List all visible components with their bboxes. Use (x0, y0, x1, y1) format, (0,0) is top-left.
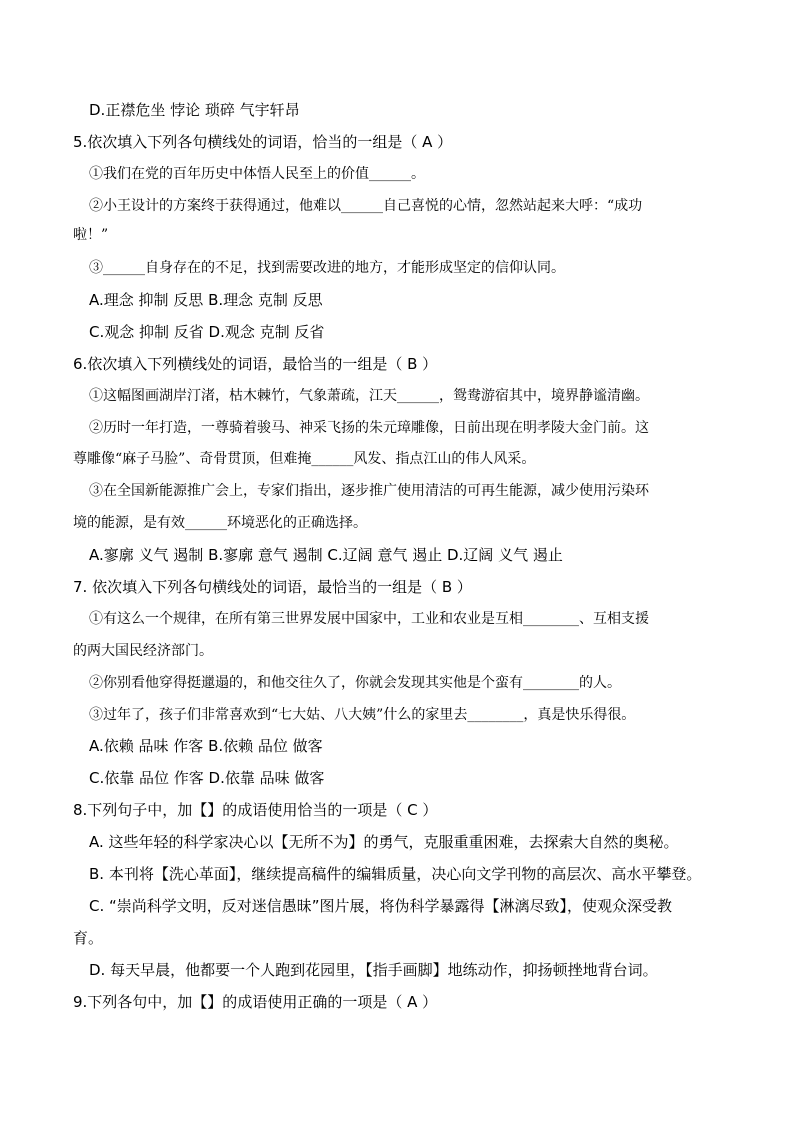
option-line: A.寥廓 义气 遏制 B.寥廓 意气 遏制 C.辽阔 意气 遏止 D.辽阔 义气 遏止 (89, 546, 563, 564)
option-line: A. 这些年轻的科学家决心以【无所不为】的勇气，克服重重困难，去探索大自然的奥秘。 (89, 833, 679, 851)
option-line: D. 每天早晨，他都要一个人跑到花园里，【指手画脚】地练动作，抑扬顿挫地背台词。 (89, 961, 658, 979)
sentence-line: ③在全国新能源推广会上，专家们指出，逐步推广使用清洁的可再生能源，减少使用污染环 (89, 483, 649, 499)
sentence-line: ①有这么一个规律，在所有第三世界发展中国家中，工业和农业是互相________、互相支援 (89, 611, 649, 627)
option-line: C.依靠 品位 作客 D.依靠 品味 做客 (89, 769, 325, 787)
sentence-line: 啦！” (73, 227, 109, 243)
option-line: C.观念 抑制 反省 D.观念 克制 反省 (89, 323, 325, 341)
question-8-stem: 8.下列句子中，加【】的成语使用恰当的一项是（ C ） (73, 801, 438, 819)
question-7-stem: 7. 依次填入下列各句横线处的词语，最恰当的一组是（ B ） (73, 578, 472, 596)
sentence-line: 境的能源，是有效______环境恶化的正确选择。 (73, 515, 367, 531)
sentence-line: 尊雕像“麻子马脸”、奇骨贯顶，但难掩______风发、指点江山的伟人风采。 (73, 451, 536, 467)
question-9-stem: 9.下列各句中，加【】的成语使用正确的一项是（ A ） (73, 993, 438, 1011)
sentence-line: ②你别看他穿得挺邋遢的，和他交往久了，你就会发现其实他是个蛮有________的人。 (89, 675, 621, 691)
option-line: B. 本刊将【洗心革面】，继续提高稿件的编辑质量，决心向文学刊物的高层次、高水平攀登。 (89, 865, 702, 883)
option-line: 育。 (73, 929, 104, 947)
sentence-line: ①这幅图画湖岸汀渚，枯木棘竹，气象萧疏，江天______，鸳鸯游宿其中，境界静谧清幽。 (89, 388, 649, 404)
option-line: A.依赖 品味 作客 B.依赖 品位 做客 (89, 737, 323, 755)
sentence-line: ③过年了，孩子们非常喜欢到“七大姑、八大姨”什么的家里去________，真是快乐得很。 (89, 707, 636, 723)
question-5-stem: 5.依次填入下列各句横线处的词语，恰当的一组是（ A ） (73, 133, 453, 151)
sentence-line: ②小王设计的方案终于获得通过，他难以______自己喜悦的心情，忽然站起来大呼：“成功 (89, 198, 643, 214)
option-line: C. “崇尚科学文明，反对迷信愚昧”图片展，将伪科学暴露得【淋漓尽致】，使观众深受教 (89, 897, 673, 915)
sentence-line: 的两大国民经济部门。 (73, 643, 213, 659)
option-line: D.正襟危坐 悖论 琐碎 气宇轩昂 (89, 101, 300, 119)
sentence-line: ①我们在党的百年历史中体悟人民至上的价值______。 (89, 166, 425, 182)
sentence-line: ②历时一年打造，一尊骑着骏马、神采飞扬的朱元璋雕像，日前出现在明孝陵大金门前。这 (89, 420, 649, 436)
sentence-line: ③______自身存在的不足，找到需要改进的地方，才能形成坚定的信仰认同。 (89, 260, 565, 276)
question-6-stem: 6.依次填入下列横线处的词语，最恰当的一组是（ B ） (73, 355, 438, 373)
option-line: A.理念 抑制 反思 B.理念 克制 反思 (89, 291, 323, 309)
